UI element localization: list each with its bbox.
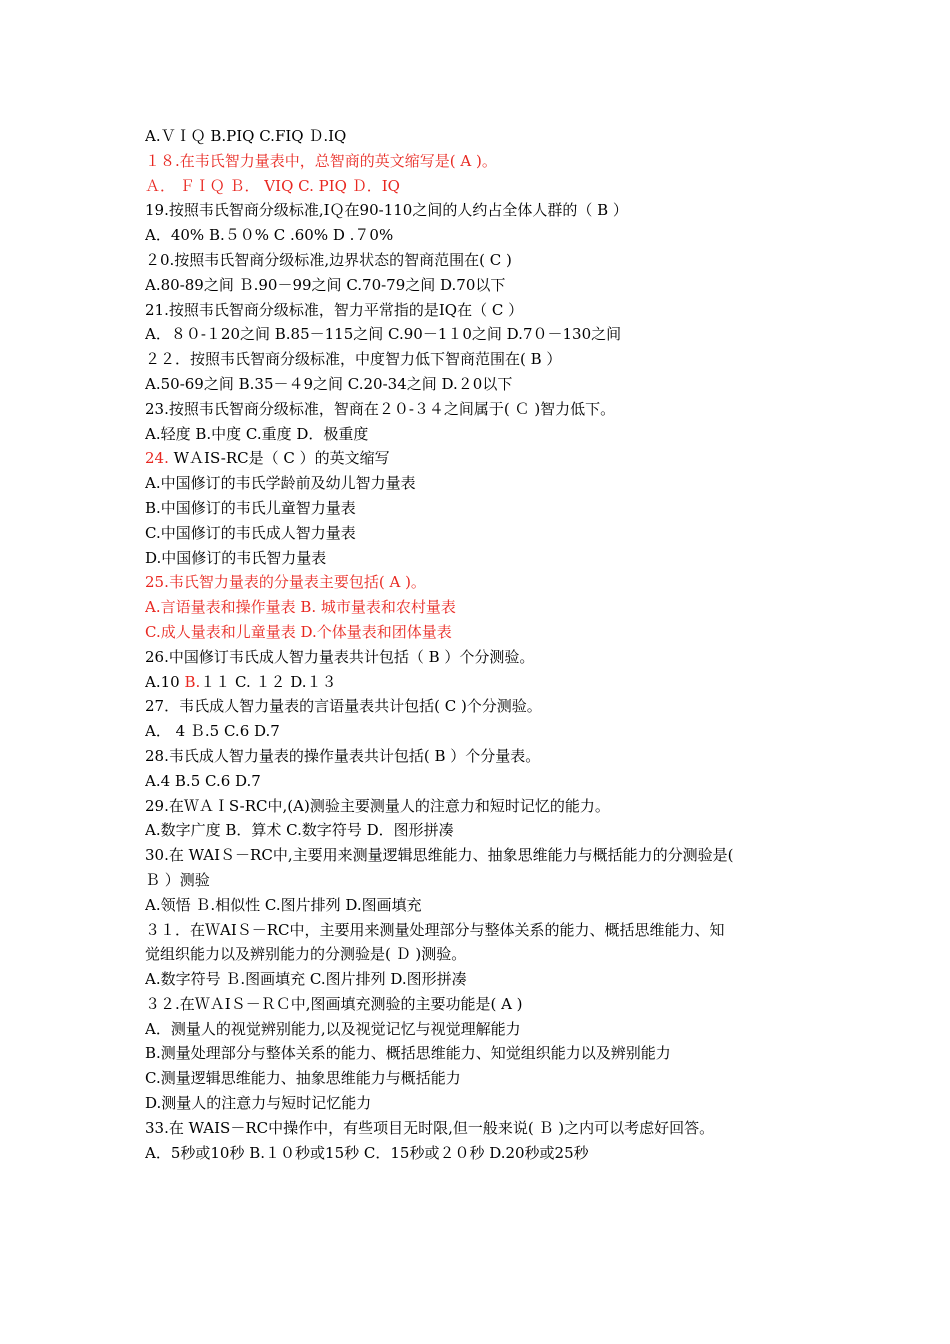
- line-text: A．5秒或10秒 B.１０秒或15秒 C．15秒或２０秒 D.20秒或25秒: [145, 1143, 589, 1162]
- highlighted-text: １８.在韦氏智力量表中，总智商的英文缩写是( A )。: [145, 151, 497, 170]
- text-line: [145, 1116, 835, 1141]
- text-line: [145, 1091, 835, 1116]
- text-line: [145, 1041, 835, 1066]
- line-text: D.中国修订的韦氏智力量表: [145, 548, 327, 567]
- text-line: [145, 223, 835, 248]
- text-line: [145, 372, 835, 397]
- text-line: [145, 1017, 835, 1042]
- text-line: [145, 868, 835, 893]
- text-line: [145, 645, 835, 670]
- text-line: [145, 471, 835, 496]
- line-text: A．８０-１20之间 B.85－115之间 C.90－1１0之间 D.7０－130之间: [145, 325, 622, 344]
- line-text: 30.在 WAIＳ－RC中,主要用来测量逻辑思维能力、抽象思维能力与概括能力的分测验是(: [145, 846, 734, 865]
- text-line: [145, 942, 835, 967]
- line-text: 27．韦氏成人智力量表的言语量表共计包括( C )个分测验。: [145, 697, 542, 716]
- line-text: ３１．在ＷAIＳ－RC中，主要用来测量处理部分与整体关系的能力、概括思维能力、知: [145, 920, 725, 939]
- line-text: A.50-69之间 B.35－４9之间 C.20-34之间 D.２0以下: [145, 374, 513, 393]
- line-text: ３２.在ＷＡIＳ－ＲＣ中,图画填充测验的主要功能是( A ): [145, 994, 523, 1013]
- text-line: [145, 521, 835, 546]
- text-line: [145, 918, 835, 943]
- line-text: 33.在 WAIS－RC中操作中，有些项目无时限,但一般来说( Ｂ )之内可以考虑好回答。: [145, 1118, 715, 1137]
- text-line: [145, 397, 835, 422]
- line-text: 21.按照韦氏智商分级标准，智力平常指的是IQ在（ C ）: [145, 300, 524, 319]
- highlighted-text: B.: [184, 672, 201, 691]
- line-text: A.领悟 Ｂ.相似性 C.图片排列 D.图画填充: [145, 895, 422, 914]
- text-line: [145, 298, 835, 323]
- text-line: [145, 446, 835, 471]
- text-line: [145, 769, 835, 794]
- line-text: A.数字符号 Ｂ.图画填充 C.图片排列 D.图形拼凑: [145, 970, 467, 989]
- line-text: WＡIS-RC是（ C ）的英文缩写: [168, 449, 390, 468]
- line-text: A.10: [145, 672, 185, 691]
- text-line: [145, 546, 835, 571]
- text-line: [145, 422, 835, 447]
- text-line: [145, 570, 835, 595]
- line-text: ２２．按照韦氏智商分级标准，中度智力低下智商范围在( B ）: [145, 350, 562, 369]
- line-text: D.测量人的注意力与短时记忆能力: [145, 1094, 372, 1113]
- text-line: [145, 347, 835, 372]
- text-line: [145, 818, 835, 843]
- line-text: A．40% B.５０% C .60% D .７0%: [145, 226, 394, 245]
- line-text: ２0.按照韦氏智商分级标准,边界状态的智商范围在( C ): [145, 250, 512, 269]
- text-line: [145, 1141, 835, 1166]
- line-text: A.中国修订的韦氏学龄前及幼儿智力量表: [145, 474, 416, 493]
- line-text: 19.按照韦氏智商分级标准,IＱ在90-110之间的人约占全体人群的（ B ）: [145, 201, 628, 220]
- text-line: [145, 794, 835, 819]
- line-text: C.测量逻辑思维能力、抽象思维能力与概括能力: [145, 1069, 461, 1088]
- text-line: [145, 273, 835, 298]
- text-line: [145, 670, 835, 695]
- line-text: B.测量处理部分与整体关系的能力、概括思维能力、知觉组织能力以及辨别能力: [145, 1044, 671, 1063]
- line-text: A.4 B.5 C.6 D.7: [145, 771, 261, 790]
- text-line: [145, 124, 835, 149]
- text-line: [145, 496, 835, 521]
- line-text: A.轻度 B.中度 C.重度 D．极重度: [145, 424, 369, 443]
- text-line: [145, 719, 835, 744]
- line-text: A.ＶＩＱ B.PIQ C.FIQ Ｄ.IQ: [145, 127, 347, 145]
- highlighted-text: Ａ． ＦＩＱ Ｂ． VIQ C. PIQ Ｄ．IQ: [145, 176, 400, 195]
- line-text: A.数字广度 B．算术 C.数字符号 D．图形拼凑: [145, 821, 454, 840]
- line-text: 28.韦氏成人智力量表的操作量表共计包括( B ）个分量表。: [145, 746, 541, 765]
- text-line: [145, 198, 835, 223]
- line-text: 23.按照韦氏智商分级标准，智商在２０-３４之间属于( Ｃ )智力低下。: [145, 399, 616, 418]
- text-line: [145, 149, 835, 174]
- line-text: 觉组织能力以及辨别能力的分测验是( Ｄ )测验。: [145, 945, 467, 964]
- text-line: [145, 620, 835, 645]
- line-text: B.中国修订的韦氏儿童智力量表: [145, 498, 356, 517]
- line-text: C.中国修订的韦氏成人智力量表: [145, 523, 356, 542]
- text-line: [145, 1066, 835, 1091]
- text-line: [145, 322, 835, 347]
- text-line: [145, 967, 835, 992]
- text-line: [145, 595, 835, 620]
- text-line: [145, 893, 835, 918]
- text-line: [145, 843, 835, 868]
- line-text: １１ C. １２ D.１３: [200, 672, 337, 691]
- highlighted-text: C.成人量表和儿童量表 D.个体量表和团体量表: [145, 622, 452, 641]
- line-text: A.80-89之间 Ｂ.90－99之间 C.70-79之间 D.70以下: [145, 275, 506, 294]
- line-text: Ｂ ）测验: [145, 870, 210, 889]
- text-line: [145, 694, 835, 719]
- question-list: [145, 124, 835, 1165]
- line-text: 26.中国修订韦氏成人智力量表共计包括（ B ）个分测验。: [145, 647, 535, 666]
- line-text: A．测量人的视觉辨别能力,以及视觉记忆与视觉理解能力: [145, 1019, 521, 1038]
- line-text: 29.在ＷＡＩS-RC中,(A)测验主要测量人的注意力和短时记忆的能力。: [145, 796, 610, 815]
- line-text: A． 4 Ｂ.5 C.6 D.7: [145, 722, 280, 741]
- text-line: [145, 744, 835, 769]
- highlighted-text: 24.: [145, 449, 169, 468]
- text-line: [145, 248, 835, 273]
- highlighted-text: 25.韦氏智力量表的分量表主要包括( A )。: [145, 573, 426, 592]
- text-line: [145, 174, 835, 199]
- highlighted-text: A.言语量表和操作量表 B. 城市量表和农村量表: [145, 598, 456, 617]
- text-line: [145, 992, 835, 1017]
